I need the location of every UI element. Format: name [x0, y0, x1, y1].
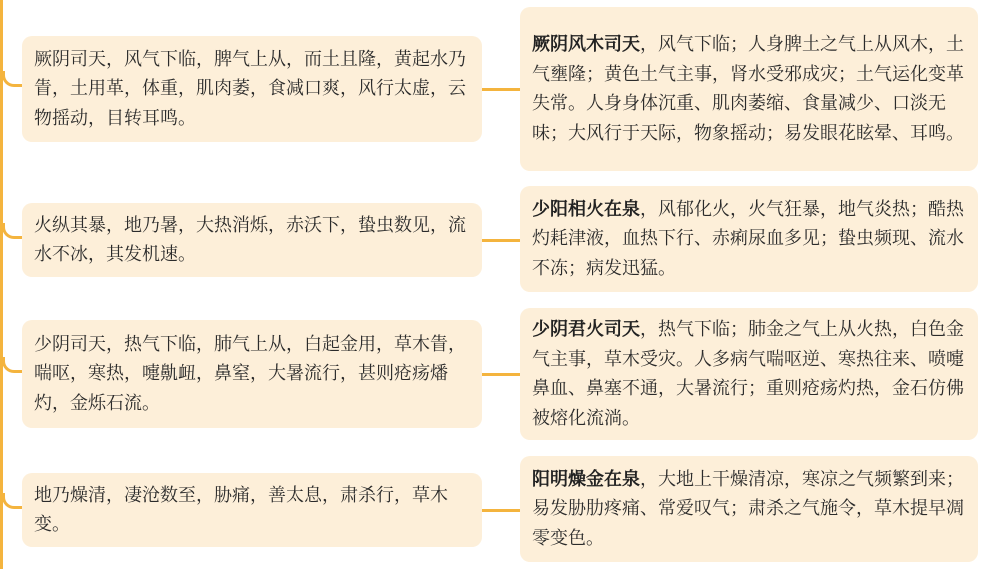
- original-text-box-2: [22, 203, 482, 277]
- explanation-box-1: [520, 7, 978, 171]
- explanation-text-1: ，风气下临；人身脾土之气上从风木，土气壅隆；黄色土气主事，肾水受邪成灾；土气运化变革失常。人身身体沉重、肌肉萎缩、食量减少、口淡无味；大风行于天际，物象摇动；易发眼花眩晕、耳鸣。: [532, 34, 964, 144]
- branch-connector-1: [2, 71, 24, 87]
- branch-connector-2: [2, 223, 24, 239]
- explanation-term-4: 阳明燥金在泉: [532, 468, 640, 490]
- original-text-box-3: [22, 320, 482, 428]
- original-text-1: 厥阴司天，风气下临，脾气上从，而土且隆，黄起水乃眚，土用革，体重，肌肉萎，食减口爽，风行太虚，云物摇动，目转耳鸣。: [34, 48, 466, 129]
- link-line-1: [482, 88, 520, 91]
- original-text-3: 少阴司天，热气下临，肺气上从，白起金用，草木眚，喘呕，寒热，嚏鼽衄，鼻窒，大暑流行，甚则疮疡燔灼，金烁石流。: [34, 333, 466, 414]
- original-text-2: 火纵其暴，地乃暑，大热消烁，赤沃下，蛰虫数见，流水不冰，其发机速。: [34, 214, 466, 265]
- explanation-box-2: [520, 186, 978, 292]
- link-line-2: [482, 239, 520, 242]
- explanation-box-3: [520, 308, 978, 440]
- vertical-spine-line: [0, 0, 3, 569]
- link-line-4: [482, 509, 520, 512]
- branch-connector-3: [2, 357, 24, 373]
- explanation-text-2: ，风郁化火，火气狂暴，地气炎热；酷热灼耗津液，血热下行、赤痢尿血多见；蛰虫频现、流水不冻；病发迅猛。: [532, 198, 964, 279]
- explanation-term-1: 厥阴风木司天: [532, 34, 640, 55]
- explanation-term-2: 少阳相火在泉: [532, 198, 640, 220]
- link-line-3: [482, 373, 520, 376]
- original-text-box-1: [22, 36, 482, 142]
- explanation-text-3: ，热气下临；肺金之气上从火热，白色金气主事，草木受灾。人多病气喘呕逆、寒热往来、喷嚏鼻血、鼻塞不通，大暑流行；重则疮疡灼热，金石仿佛被熔化流淌。: [532, 319, 964, 429]
- explanation-text-4: ，大地上干燥清凉，寒凉之气频繁到来；易发胁肋疼痛、常爱叹气；肃杀之气施令，草木提早凋零变色。: [532, 468, 964, 549]
- explanation-term-3: 少阴君火司天: [532, 319, 640, 340]
- branch-connector-4: [2, 493, 24, 509]
- original-text-box-4: [22, 473, 482, 547]
- explanation-box-4: [520, 456, 978, 562]
- original-text-4: 地乃燥清，凄沧数至，胁痛，善太息，肃杀行，草木变。: [34, 484, 448, 535]
